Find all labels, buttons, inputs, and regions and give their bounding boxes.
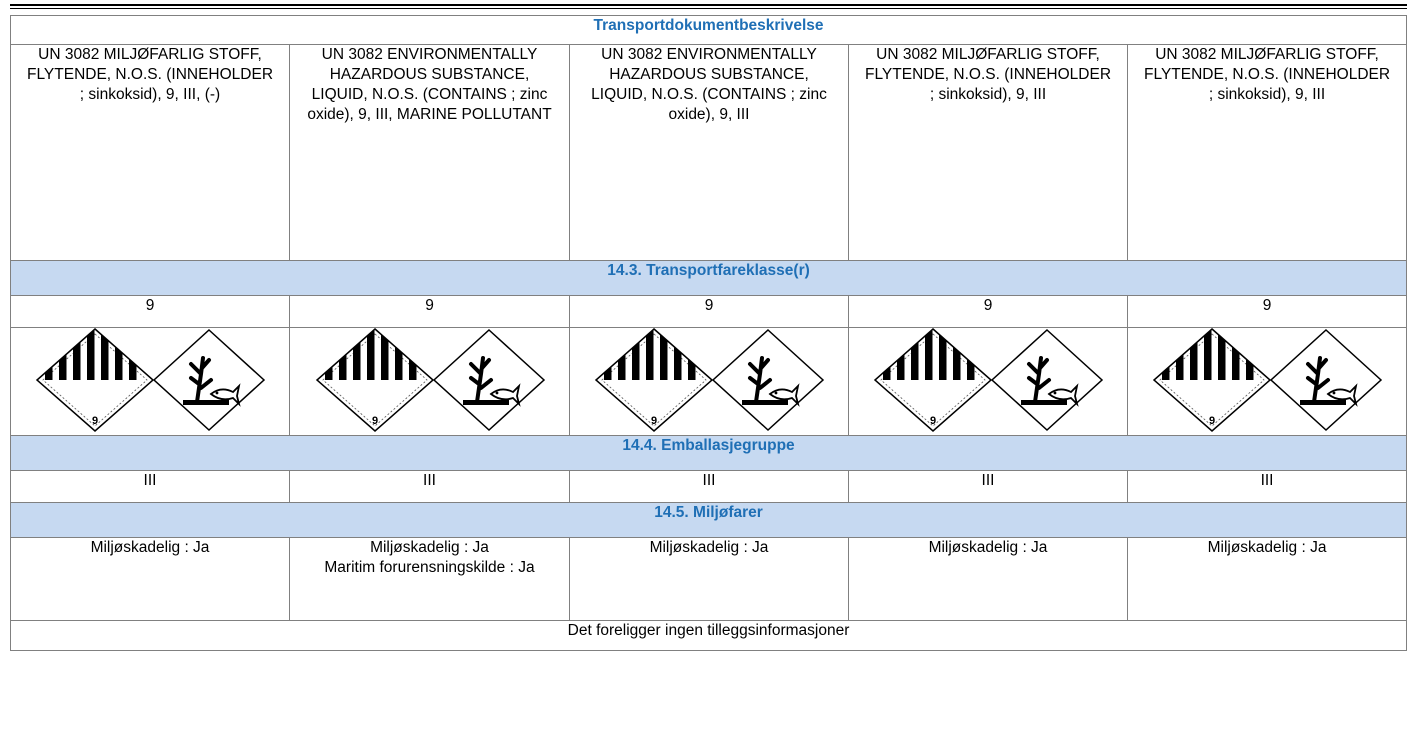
pictogram-group <box>290 328 569 432</box>
class-row <box>11 296 1407 328</box>
environment-text: Miljøskadelig : Ja <box>370 539 489 556</box>
environment-cell-4 <box>849 538 1128 621</box>
environment-text: Miljøskadelig : Ja <box>1207 539 1327 556</box>
header-row-14-4 <box>11 436 1407 471</box>
description-cell-2 <box>290 45 570 261</box>
description-text: UN 3082 MILJØFARLIG STOFF, FLYTENDE, N.O.S. (INNEHOLDER ; sinkoksid), 9, III <box>1144 46 1391 103</box>
section-title-14-3: 14.3. Transportfareklasse(r) <box>11 261 1407 296</box>
class-cell-1: 9 <box>11 296 290 328</box>
pictogram-row <box>11 328 1407 436</box>
class-9-hazard-label-icon <box>33 328 157 432</box>
environmental-hazard-icon <box>710 328 826 432</box>
class-9-hazard-label-icon <box>592 328 716 432</box>
section-title-14-5: 14.5. Miljøfarer <box>11 503 1407 538</box>
header-row-transport-description <box>11 16 1407 45</box>
pictogram-cell-2 <box>290 328 570 436</box>
description-cell-1 <box>11 45 290 261</box>
section-title-transport-description: Transportdokumentbeskrivelse <box>11 16 1407 45</box>
marine-pollutant-text: Maritim forurensningskilde : Ja <box>324 559 535 576</box>
environment-row <box>11 538 1407 621</box>
class-number-label: 9 <box>1208 415 1216 427</box>
packing-group-row <box>11 471 1407 503</box>
pictogram-group <box>570 328 848 432</box>
class-cell-4: 9 <box>849 296 1128 328</box>
header-row-14-3 <box>11 261 1407 296</box>
pictogram-cell-1 <box>11 328 290 436</box>
class-number-label: 9 <box>371 415 378 427</box>
class-cell-3: 9 <box>570 296 849 328</box>
description-text: UN 3082 MILJØFARLIG STOFF, FLYTENDE, N.O.S. (INNEHOLDER ; sinkoksid), 9, III <box>864 46 1112 103</box>
additional-info-text: Det foreligger ingen tilleggsinformasjoner <box>11 621 1407 651</box>
top-rule-thin <box>10 8 1407 9</box>
class-9-hazard-label-icon <box>871 328 995 432</box>
packing-group-cell-3: III <box>570 471 849 503</box>
environment-text: Miljøskadelig : Ja <box>649 539 769 556</box>
description-text: UN 3082 ENVIRONMENTALLY HAZARDOUS SUBSTANCE, LIQUID, N.O.S. (CONTAINS ; zinc oxide), 9, III <box>591 46 827 123</box>
environment-cell-3 <box>570 538 849 621</box>
environment-cell-1 <box>11 538 290 621</box>
description-text: UN 3082 ENVIRONMENTALLY HAZARDOUS SUBSTANCE, LIQUID, N.O.S. (CONTAINS ; zinc oxide), 9, III, MARINE POLLUTANT <box>307 46 552 123</box>
top-rule <box>10 4 1407 6</box>
environment-cell-2 <box>290 538 570 621</box>
environment-text: Miljøskadelig : Ja <box>928 539 1048 556</box>
pictogram-group <box>849 328 1127 432</box>
packing-group-cell-1: III <box>11 471 290 503</box>
packing-group-cell-5: III <box>1128 471 1407 503</box>
packing-group-cell-2: III <box>290 471 570 503</box>
section-title-14-4: 14.4. Emballasjegruppe <box>11 436 1407 471</box>
environmental-hazard-icon <box>989 328 1105 432</box>
pictogram-cell-3 <box>570 328 849 436</box>
class-9-hazard-label-icon <box>313 328 437 432</box>
pictogram-group <box>1128 328 1406 432</box>
transport-info-table <box>10 15 1407 651</box>
header-row-14-5 <box>11 503 1407 538</box>
description-text: UN 3082 MILJØFARLIG STOFF, FLYTENDE, N.O.S. (INNEHOLDER ; sinkoksid), 9, III, (-) <box>26 46 274 103</box>
environmental-hazard-icon <box>151 328 267 432</box>
environmental-hazard-icon <box>1268 328 1384 432</box>
environment-text: Miljøskadelig : Ja <box>90 539 210 556</box>
description-cell-3 <box>570 45 849 261</box>
class-cell-5: 9 <box>1128 296 1407 328</box>
description-cell-4 <box>849 45 1128 261</box>
class-number-label: 9 <box>91 415 99 427</box>
packing-group-cell-4: III <box>849 471 1128 503</box>
class-cell-2: 9 <box>290 296 570 328</box>
environment-cell-5 <box>1128 538 1407 621</box>
description-row <box>11 45 1407 261</box>
pictogram-cell-4 <box>849 328 1128 436</box>
environmental-hazard-icon <box>431 328 547 432</box>
footer-row <box>11 621 1407 651</box>
class-number-label: 9 <box>929 415 937 427</box>
class-9-hazard-label-icon <box>1150 328 1274 432</box>
class-number-label: 9 <box>650 415 658 427</box>
description-cell-5 <box>1128 45 1407 261</box>
pictogram-cell-5 <box>1128 328 1407 436</box>
pictogram-group <box>11 328 289 432</box>
